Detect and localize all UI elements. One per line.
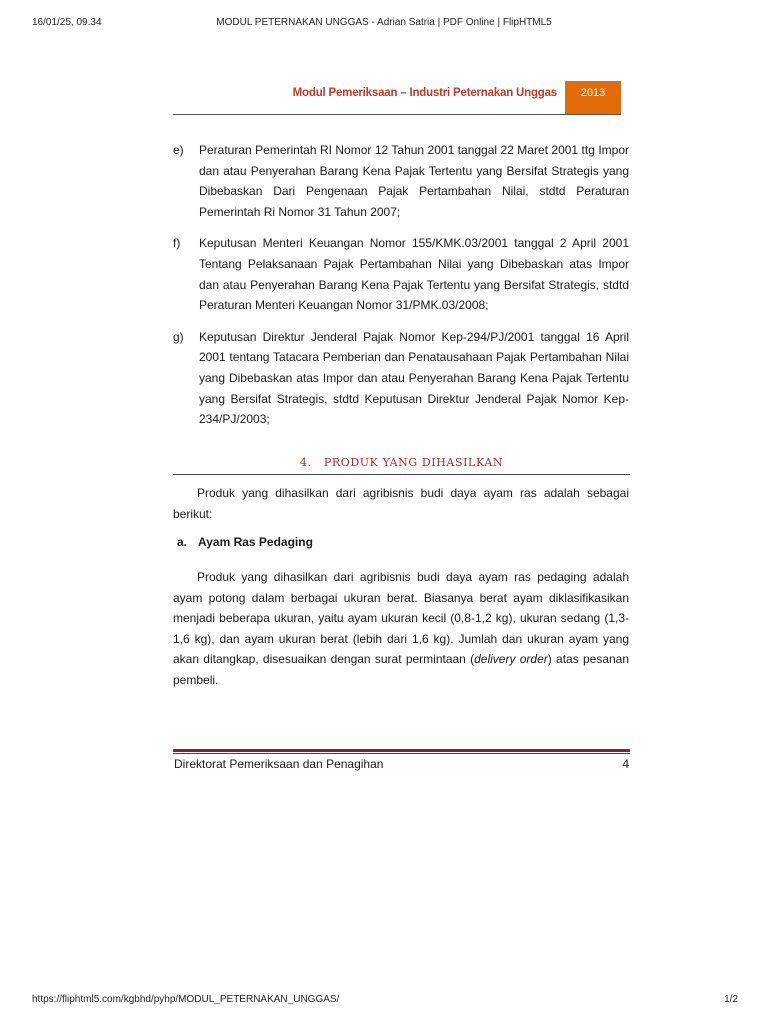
section-rule: [173, 474, 630, 475]
body-paragraph: [173, 567, 629, 691]
list-item-text: Peraturan Pemerintah RI Nomor 12 Tahun 2001 tanggal 22 Maret 2001 ttg Impor dan atau Penyerahan Barang Kena Pajak Tertentu yang Bersifat Strategis yang Dibebaskan Dari Pengenaan Pajak Pertambahan Nilai, stdtd Peraturan Pemerintah Ri Nomor 31 Tahun 2007;: [199, 143, 629, 219]
footer-rule-thin: [173, 753, 630, 754]
list-marker: e): [173, 143, 184, 157]
print-datetime: 16/01/25, 09.34: [32, 17, 102, 28]
list-item: [173, 327, 629, 430]
section-heading: 4. PRODUK YANG DIHASILKAN: [299, 456, 504, 469]
body-text-start: Produk yang dihasilkan dari agribisnis budi daya ayam ras pedaging adalah ayam potong dalam berbagai ukuran berat. Biasanya berat ayam diklasifikasikan menjadi beberapa ukuran, yaitu ayam ukuran kecil (0,8-1,2 kg), ukuran sedang (1,3-1,6 kg), dan ayam ukuran berat (lebih dari 1,6 kg). Jumlah dan ukuran ayam yang akan ditangkap, disesuaikan dengan surat permintaan (: [173, 570, 629, 667]
section-intro-paragraph: Produk yang dihasilkan dari agribisnis budi daya ayam ras adalah sebagai berikut:: [173, 486, 629, 521]
list-marker: f): [173, 236, 181, 251]
footer-directorate: Direktorat Pemeriksaan dan Penagihan: [174, 757, 384, 771]
year-badge: 2013: [565, 81, 621, 115]
footer-rule-thick: [173, 749, 630, 752]
print-page-count: 1/2: [724, 994, 738, 1005]
header-rule: [173, 114, 621, 115]
document-footer: [174, 757, 629, 773]
list-item-text: Keputusan Direktur Jenderal Pajak Nomor Kep-294/PJ/2001 tanggal 16 April 2001 tentang Tatacara Pemberian dan Penatausahaan Pajak Pertambahan Nilai yang Dibebaskan atas Impor dan atau Penyerahan Barang Kena Pajak Tertentu yang Bersifat Strategis, stdtd Keputusan Direktur Jenderal Pajak Nomor Kep-234/PJ/2003;: [199, 329, 629, 427]
list-item: [173, 140, 629, 222]
print-url[interactable]: https://fliphtml5.com/kgbhd/pyhp/MODUL_PETERNAKAN_UNGGAS/: [32, 994, 340, 1005]
print-footer: [0, 994, 768, 1008]
body-text-end: ) atas pesanan pembeli.: [173, 652, 630, 687]
module-title: Modul Pemeriksaan – Industri Peternakan Unggas: [292, 87, 557, 99]
regulation-list: [173, 140, 629, 441]
subsection-title: Ayam Ras Pedaging: [198, 535, 313, 549]
subsection-letter: a.: [177, 535, 188, 549]
list-item-text: Keputusan Menteri Keuangan Nomor 155/KMK.03/2001 tanggal 2 April 2001 Tentang Pelaksanaan Pajak Pertambahan Nilai yang Dibebaskan atas Impor dan atau Penyerahan Barang Kena Pajak Tertentu yang Bersifat Strategis, stdtd Peraturan Menteri Keuangan Nomor 31/PMK.03/2008;: [199, 236, 629, 313]
list-marker: g): [173, 329, 184, 344]
document-header: [173, 81, 621, 115]
print-page-title: MODUL PETERNAKAN UNGGAS - Adrian Satria | PDF Online | FlipHTML5: [216, 17, 552, 28]
body-italic-term: delivery order: [474, 652, 548, 667]
list-item: [173, 233, 629, 315]
footer-page-number: 4: [622, 757, 629, 771]
subsection-heading: [177, 535, 313, 549]
